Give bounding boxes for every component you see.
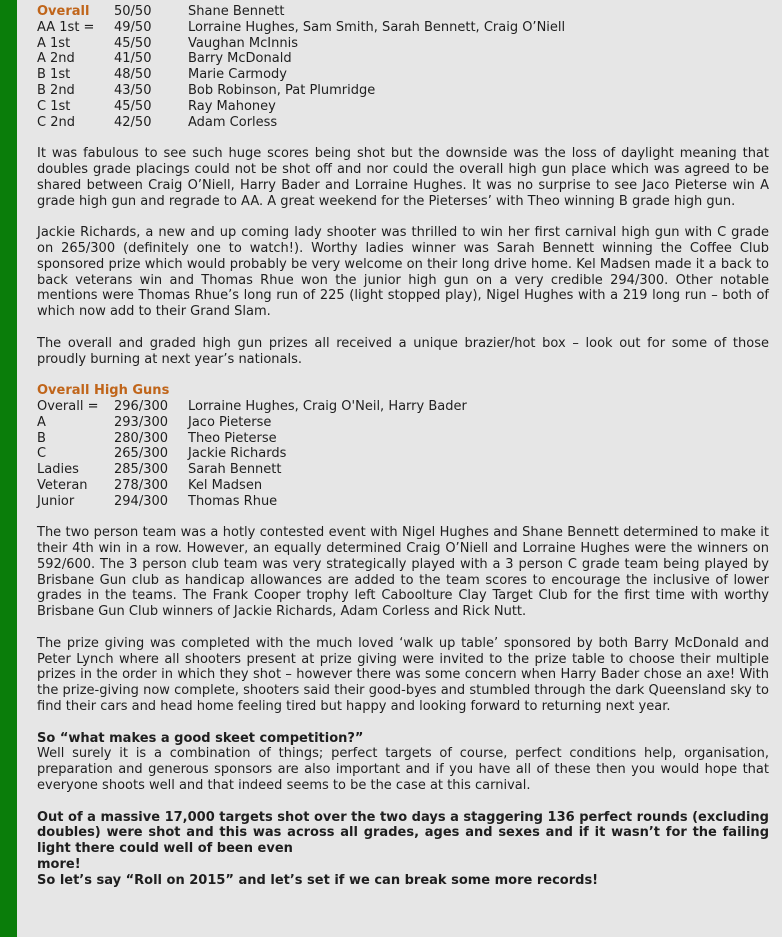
high-guns-heading: Overall High Guns [37, 383, 170, 399]
table-row [37, 431, 769, 447]
paragraph-jackie: Jackie Richards, a new and up coming lady shooter was thrilled to win her first carnival high gun with C grade on 265/300 (definitely one to watch!). Worthy ladies winner was Sarah Bennett winning the Coffee Club sponsored prize which would probably be very welcome on their long drive home. Kel Madsen made it a back to back veterans win and Thomas Rhue won the junior high gun on a very credible 294/300. Other notable mentions were Thomas Rhue’s long run of 225 (light stopped play), Nigel Hughes with a 219 long run – both of which now add to their Grand Slam. [37, 225, 769, 320]
names-cell: Adam Corless [188, 114, 278, 130]
grade-cell: Ladies [37, 462, 79, 478]
paragraph-teams: The two person team was a hotly contested event with Nigel Hughes and Shane Bennett determined to make it their 4th win in a row. However, an equally determined Craig O’Niell and Lorraine Hughes were the winners on 592/600. The 3 person club team was very strategically played with a 3 person C grade team being played by Brisbane Gun club as handicap allowances are added to the team scores to encourage the inclusive of lower grades in the teams. The Frank Cooper trophy left Caboolture Clay Target Club for the first time with worthy Brisbane Gun Club winners of Jackie Richards, Adam Corless and Rick Nutt. [37, 525, 769, 620]
names-cell: Jackie Richards [188, 446, 287, 462]
score-cell: 41/50 [114, 51, 152, 67]
paragraph-combination: Well surely it is a combination of things; perfect targets of course, perfect conditions help, organisation, preparation and generous sponsors are also important and if you have all of these then you would hope that everyone shoots well and that indeed seems to be the case at this carnival. [37, 746, 769, 794]
score-cell: 42/50 [114, 114, 152, 130]
table-row [37, 36, 769, 52]
table-row [37, 494, 769, 510]
grade-cell: C [37, 446, 47, 462]
score-cell: 265/300 [114, 446, 169, 462]
table-row [37, 99, 769, 115]
score-cell: 45/50 [114, 98, 152, 114]
names-cell: Thomas Rhue [188, 493, 278, 509]
names-cell: Bob Robinson, Pat Plumridge [188, 82, 376, 98]
grade-cell: A 1st [37, 35, 71, 51]
table-row [37, 83, 769, 99]
grade-cell: B [37, 430, 46, 446]
paragraph-records [37, 810, 769, 889]
grade-cell: B 2nd [37, 82, 75, 98]
names-cell: Lorraine Hughes, Sam Smith, Sarah Bennett, Craig O’Niell [188, 19, 566, 35]
paragraph-daylight: It was fabulous to see such huge scores being shot but the downside was the loss of daylight meaning that doubles grade placings could not be shot off and nor could the overall high gun place which was agreed to be shared between Craig O’Niell, Harry Bader and Lorraine Hughes. It was no surprise to see Jaco Pieterse win A grade high gun and regrade to AA. A great weekend for the Pieterses’ with Theo winning B grade high gun. [37, 146, 769, 209]
names-cell: Shane Bennett [188, 4, 285, 19]
table-row [37, 51, 769, 67]
table-row [37, 399, 769, 415]
grade-cell: B 1st [37, 67, 71, 83]
score-cell: 48/50 [114, 67, 152, 83]
grade-cell: Junior [37, 493, 75, 509]
names-cell: Theo Pieterse [188, 430, 277, 446]
results-table-1 [37, 4, 769, 130]
score-cell: 285/300 [114, 462, 169, 478]
table-row [37, 415, 769, 431]
grade-cell: Overall = [37, 398, 99, 414]
names-cell: Barry McDonald [188, 51, 292, 67]
table-row [37, 67, 769, 83]
names-cell: Vaughan McInnis [188, 35, 298, 51]
table-row [37, 115, 769, 131]
results-table-2 [37, 399, 769, 510]
names-cell: Jaco Pieterse [188, 414, 272, 430]
records-line-3: So let’s say “Roll on 2015” and let’s set if we can break some more records! [37, 872, 599, 888]
table-row [37, 20, 769, 36]
records-line-2: more! [37, 857, 81, 873]
score-cell: 43/50 [114, 82, 152, 98]
table-row [37, 462, 769, 478]
names-cell: Sarah Bennett [188, 462, 282, 478]
score-cell: 293/300 [114, 414, 169, 430]
score-cell: 278/300 [114, 477, 169, 493]
table-row [37, 478, 769, 494]
overall-heading: Overall [37, 4, 90, 19]
table-row [37, 4, 769, 20]
names-cell: Lorraine Hughes, Craig O'Neil, Harry Bader [188, 398, 467, 414]
score-cell: 296/300 [114, 398, 169, 414]
grade-cell: AA 1st = [37, 19, 95, 35]
score-cell: 294/300 [114, 493, 169, 509]
records-line-1: Out of a massive 17,000 targets shot over the two days a staggering 136 perfect rounds (excluding doubles) were shot and this was across all grades, ages and sexes and if it wasn’t for the failing light there could well of been even [37, 809, 769, 857]
paragraph-prizes: The overall and graded high gun prizes all received a unique brazier/hot box – look out for some of those proudly burning at next year’s nationals. [37, 335, 769, 367]
grade-cell: A [37, 414, 46, 430]
names-cell: Ray Mahoney [188, 98, 276, 114]
question-heading: So “what makes a good skeet competition?” [37, 730, 364, 746]
grade-cell: A 2nd [37, 51, 75, 67]
score-cell: 45/50 [114, 35, 152, 51]
left-accent-bar [0, 0, 17, 937]
grade-cell: C 2nd [37, 114, 75, 130]
grade-cell: Veteran [37, 477, 88, 493]
score-cell: 280/300 [114, 430, 169, 446]
score-cell: 50/50 [114, 4, 152, 19]
paragraph-prize-giving: The prize giving was completed with the much loved ‘walk up table’ sponsored by both Barry McDonald and Peter Lynch where all shooters present at prize giving were invited to the prize table to choose their multiple prizes in the order in which they shot – however there was some concern when Harry Bader chose an axe! With the prize-giving now complete, shooters said their good-byes and stumbled through the dark Queensland sky to find their cars and head home feeling tired but happy and looking forward to returning next year. [37, 635, 769, 715]
table-row [37, 446, 769, 462]
names-cell: Kel Madsen [188, 477, 263, 493]
score-cell: 49/50 [114, 19, 152, 35]
article-content [37, 4, 769, 889]
names-cell: Marie Carmody [188, 67, 287, 83]
grade-cell: C 1st [37, 98, 71, 114]
